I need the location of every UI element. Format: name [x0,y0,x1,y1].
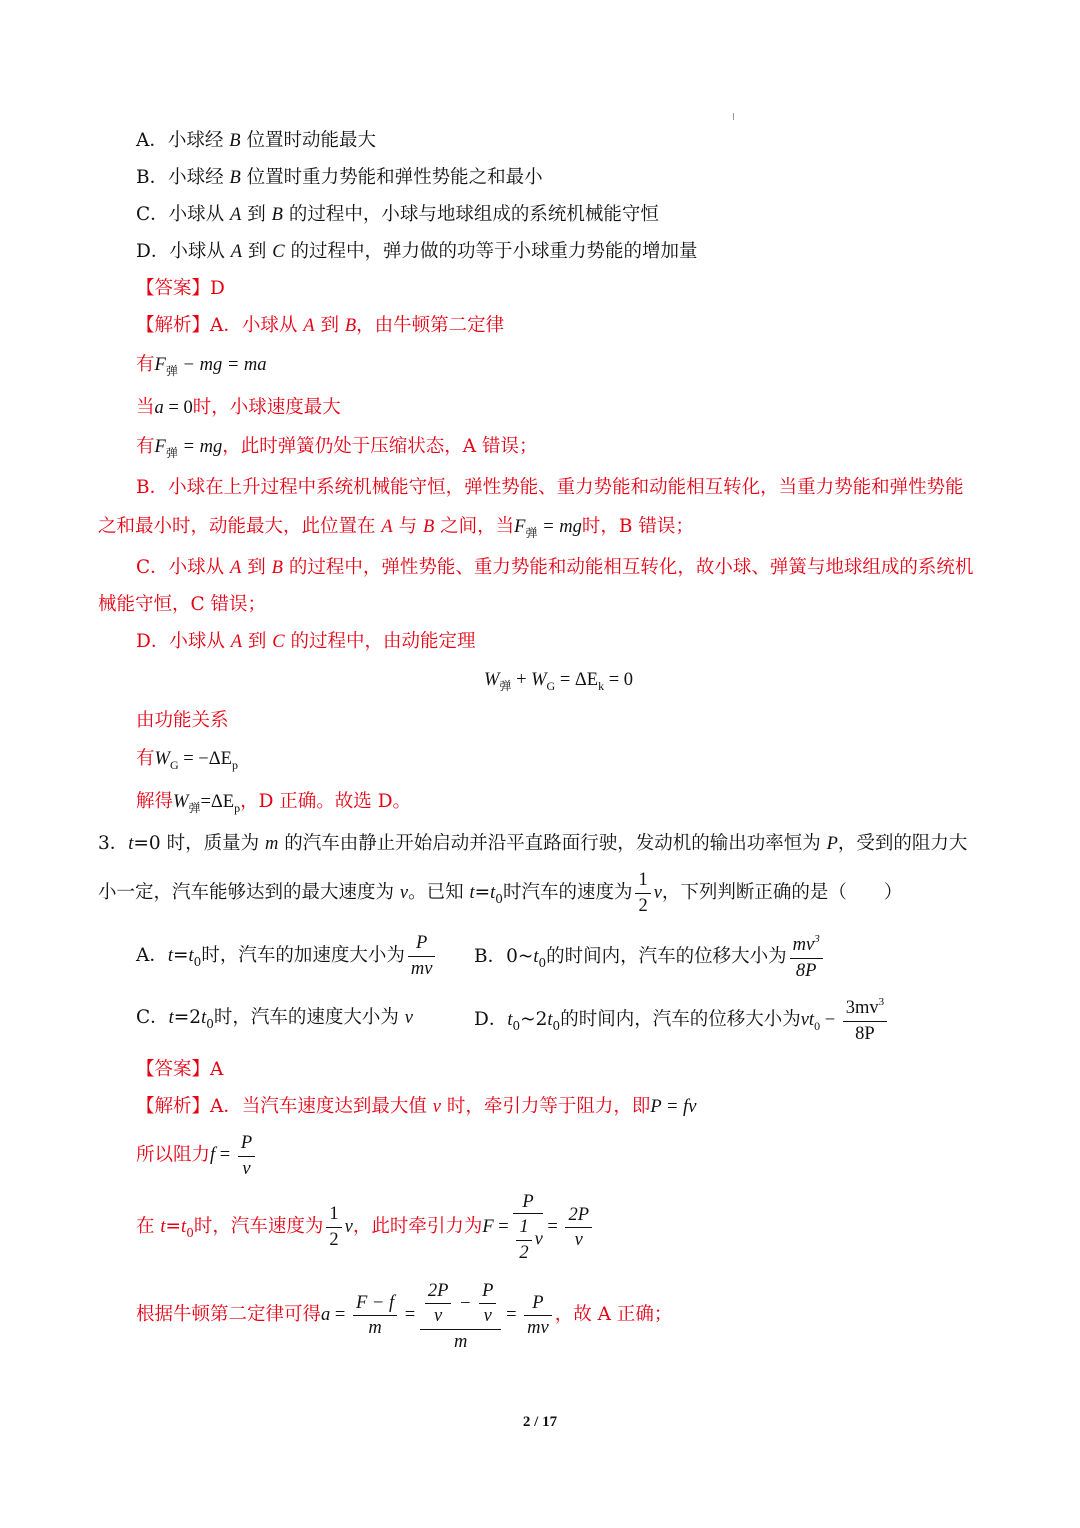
q3-option-c: C．$t=2t_0$时，汽车的速度大小为 v [136,1007,413,1031]
q2-option-d: D．小球从 A 到 C 的过程中，弹力做的功等于小球重力势能的增加量 [136,241,698,262]
q2-analysis-gongneng: 由功能关系 [136,710,229,731]
half-fraction: $\frac{1}{2}$ [635,870,650,916]
q2-option-c: C．小球从 A 到 B 的过程中，小球与地球组成的系统机械能守恒 [136,204,659,225]
q2-eq-wg: 有$W_G = -\Delta E_p$ [136,748,238,772]
q3-analysis-line1: 【解析】A．当汽车速度达到最大值 v 时，牵引力等于阻力，即P = fv [136,1096,697,1117]
q3-answer: 【答案】A [136,1059,224,1080]
margin-mark [733,113,734,120]
q2-analysis-b1: B．小球在上升过程中系统机械能守恒，弹性势能、重力势能和动能相互转化，当重力势能和弹性势能 [136,477,964,498]
q2-conclusion: 解得$W_弹=\Delta E_p$，D 正确。故选 D。 [136,791,412,815]
q2-option-b: B．小球经 B 位置时重力势能和弹性势能之和最小 [136,167,543,188]
q2-analysis-b2: 之和最小时，动能最大，此位置在 A 与 B 之间，当$F_弹$ = mg时，B 错误； [98,516,694,540]
q3-option-a: A．$t=t_0$时，汽车的加速度大小为 $\frac{P}{mv}$ [136,933,438,984]
q3-stem-line2: 小一定，汽车能够达到的最大速度为 v。已知 $t=t_0$时汽车的速度为 $\frac{1}{2}$ v，下列判断正确的是（ ） [98,870,903,916]
q2-analysis-c2: 械能守恒，C 错误； [98,594,267,615]
q2-answer: 【答案】D [136,278,225,299]
q3-analysis-line4: 根据牛顿第二定律可得a = $\frac{F - f}{m}$ = $\frac{2P}{v}$ − $\frac{P}{v}$ m = $\frac{P}{mv}$ ，故 A 正确； [136,1280,673,1352]
q2-a-zero: 当a = 0时，小球速度最大 [136,397,341,418]
q2-analysis-c1: C．小球从 A 到 B 的过程中，弹性势能、重力势能和动能相互转化，故小球、弹簧与地球组成的系统机 [136,557,974,578]
page-number: 2 / 17 [522,1414,558,1430]
q3-option-d: D．$t_0\sim 2t_0$的时间内，汽车的位移大小为$vt_0$ − $\frac{3mv^3}{8P}$ [474,996,890,1048]
q2-analysis-head: 【解析】A．小球从 A 到 B，由牛顿第二定律 [136,315,505,336]
q3-analysis-line3: 在 $t=t_0$时，汽车速度为 $\frac{1}{2}$ v，此时牵引力为F = P $\frac{1}{2}$ v = $\frac{2P}{v}$ [136,1192,595,1268]
q2-eq-work-energy: $W_弹 + W_G = \Delta E_k = 0$ [484,670,634,693]
q2-eq-newton: 有$F_弹$ − mg = ma [136,354,267,378]
q3-option-b: B．$0\sim t_0$的时间内，汽车的位移大小为 $\frac{mv^3}{8P}$ [474,933,826,985]
q3-analysis-line2: 所以阻力f = $\frac{P}{v}$ [136,1133,258,1179]
q2-option-a: A．小球经 B 位置时动能最大 [136,130,376,151]
q3-stem-line1: 3．t=0 时，质量为 m 的汽车由静止开始启动并沿平直路面行驶，发动机的输出功率恒为 P，受到的阻力大 [98,833,968,854]
q2-eq-balance: 有$F_弹$ = mg，此时弹簧仍处于压缩状态，A 错误； [136,436,538,460]
q2-analysis-d1: D．小球从 A 到 C 的过程中，由动能定理 [136,631,476,652]
